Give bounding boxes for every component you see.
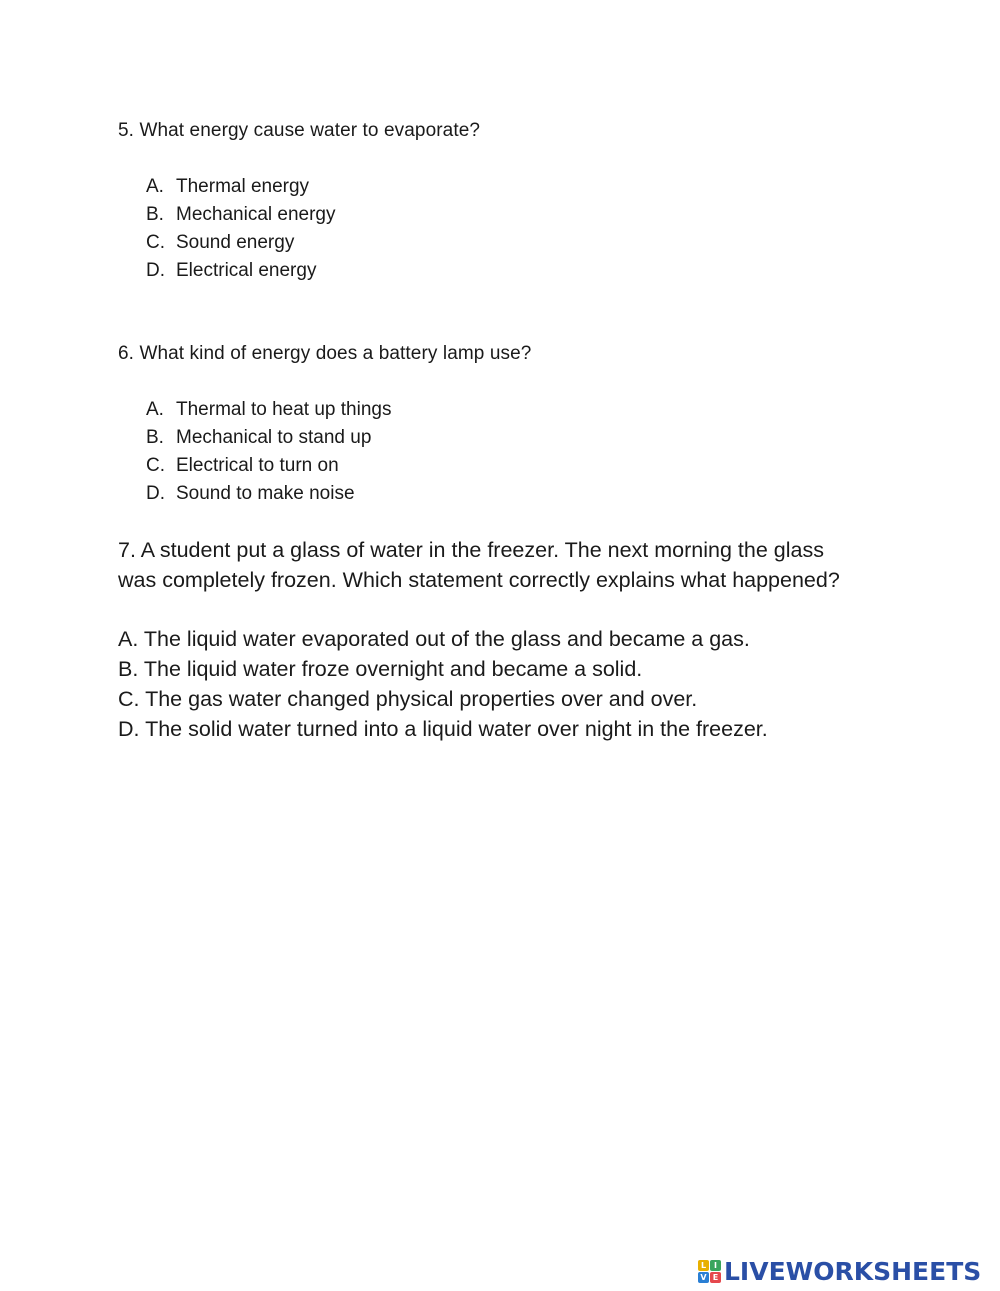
option-letter: B. — [146, 204, 164, 225]
question-5-option-b[interactable] — [146, 201, 335, 229]
option-text: Electrical to turn on — [176, 455, 339, 476]
question-5-option-c[interactable] — [146, 229, 335, 257]
question-5-number: 5. — [118, 120, 135, 141]
question-6-option-d[interactable] — [146, 480, 391, 508]
question-5-text: What energy cause water to evaporate? — [139, 120, 481, 141]
question-6-option-c[interactable] — [146, 452, 391, 480]
option-text: Mechanical to stand up — [176, 427, 372, 448]
option-letter: C. — [146, 232, 165, 253]
option-letter: D. — [146, 260, 165, 281]
question-7-option-c[interactable]: C. The gas water changed physical properties over and over. — [118, 687, 698, 711]
brand-text: LIVEWORKSHEETS — [724, 1256, 982, 1286]
logo-letter-e: E — [710, 1272, 721, 1283]
question-6-text: What kind of energy does a battery lamp use? — [139, 343, 532, 364]
question-7-options — [118, 624, 768, 744]
logo-letter-i: I — [710, 1260, 721, 1271]
option-letter: A. — [146, 399, 164, 420]
option-text: Thermal to heat up things — [176, 399, 392, 420]
question-7 — [118, 535, 918, 595]
question-5-option-d[interactable] — [146, 257, 335, 285]
question-7-option-a[interactable]: A. The liquid water evaporated out of the glass and became a gas. — [118, 627, 750, 651]
question-6-options — [146, 396, 391, 508]
question-6-number: 6. — [118, 343, 135, 364]
question-5-options — [146, 173, 335, 285]
option-text: Mechanical energy — [176, 204, 336, 225]
option-text: Thermal energy — [176, 176, 310, 197]
question-7-line-1 — [118, 535, 918, 565]
liveworksheets-brand — [698, 1256, 981, 1286]
option-letter: A. — [146, 176, 164, 197]
option-letter: D. — [146, 483, 165, 504]
question-5-option-a[interactable] — [146, 173, 335, 201]
question-7-option-b[interactable]: B. The liquid water froze overnight and became a solid. — [118, 657, 643, 681]
option-text: Sound to make noise — [176, 483, 355, 504]
option-text: Electrical energy — [176, 260, 317, 281]
question-6-option-b[interactable] — [146, 424, 391, 452]
logo-letter-v: V — [698, 1272, 709, 1283]
question-6-option-a[interactable] — [146, 396, 391, 424]
question-7-number: 7. — [118, 538, 136, 562]
question-7-text-line-1: A student put a glass of water in the freezer. The next morning the glass — [140, 538, 824, 562]
option-letter: C. — [146, 455, 165, 476]
question-5 — [118, 117, 480, 145]
option-text: Sound energy — [176, 232, 295, 253]
question-6 — [118, 340, 531, 368]
option-letter: B. — [146, 427, 164, 448]
question-7-option-d[interactable]: D. The solid water turned into a liquid water over night in the freezer. — [118, 717, 768, 741]
live-logo-icon — [698, 1260, 721, 1283]
logo-letter-l: L — [698, 1260, 709, 1271]
question-7-text-line-2: was completely frozen. Which statement correctly explains what happened? — [118, 568, 840, 592]
